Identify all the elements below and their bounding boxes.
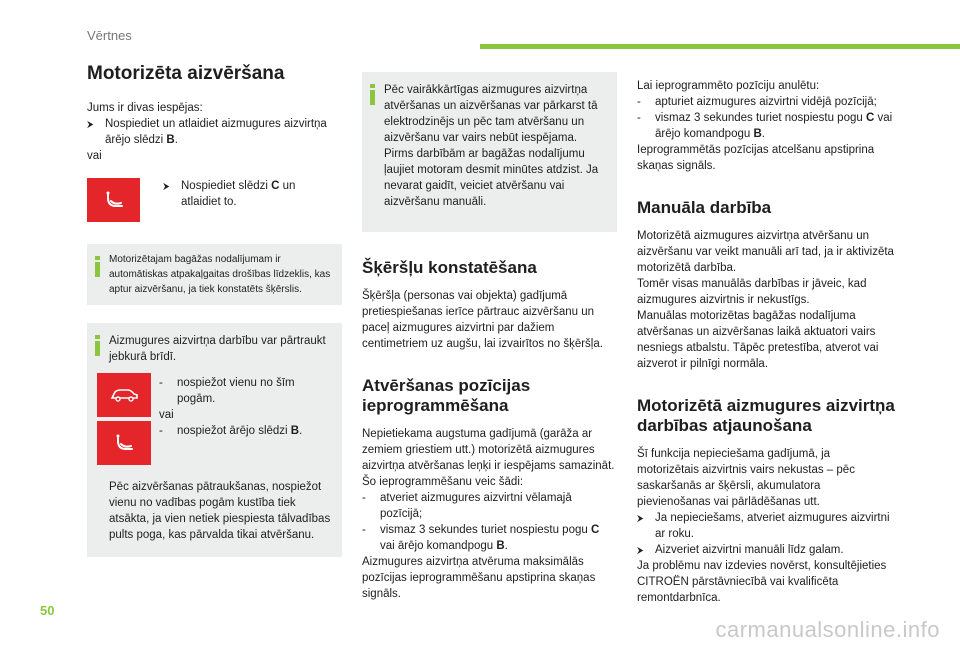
bullet-icon: ⮞ [163,181,170,191]
info-box-overheat: Pēc vairākkārtīgas aizmugures aizvirtņa atvēršanas un aizvēršanas var pārkarst tā elektrodzinējs un pēc tam atvēršanu un aizvēršanu var vairs nebūt iespējama. Pirms darbībām ar bagāžas nodalījumu ļaujiet motoram desmit minūtes atdzist. Ja nevarat gaidīt, veiciet atvēršanu vai aizvēršanu manuāli. [362,72,617,232]
programming-step-1: - atveriet aizmugures aizvirtni vēlamajā pozīcijā; [362,492,572,520]
restore-step-2: ⮞ Aizveriet aizvirtni manuāli līdz galam. [637,544,844,556]
bullet-icon: ⮞ [87,119,94,129]
heading-opening-programming: Atvēršanas pozīcijas ieprogrammēšana [362,376,531,415]
heading-manual-operation: Manuāla darbība [637,198,772,217]
heading-restoration: Motorizētā aizmugures aizvirtņa darbības atjaunošana [637,396,895,435]
or-text: vai [87,150,102,162]
info-box-safety: Motorizētajam bagāžas nodalījumam ir automātiskas atpakaļgaitas drošības līdzeklis, kas aptur aizvēršanu, ja tiek konstatēts šķērslis. [87,244,342,305]
info-icon [370,84,375,106]
tailgate-switch-icon [87,178,140,222]
column-3: Lai ieprogrammēto pozīciju anulētu: - apturiet aizmugures aizvirtni vidējā pozīcijā; - vismaz 3 sekundes turiet nospiestu pogu C vai ārējo komandpogu B. Ieprogrammētās pozīcijas atcelšanu apstiprina skaņas signāls. Manuāla darbība Motorizētā aizmugures aizvirtņa atvēršanu un aizvēršanu var veikt manuāli arī tad, ja ir aktivizēta motorizētā darbība. Tomēr visas manuālās darbības ir jāveic, kad aizmugures aizvirtnis ir nekustīgs. Manuālas motorizētas bagāžas nodalījuma atvēršanas un aizvēršanas laikā aktuatori vairs nesniegs atbalstu. Tāpēc pretestība, atverot vai aizverot ir pilnīgi normāla. Motorizētā aizmugures aizvirtņa darbības atjaunošana Šī funkcija nepieciešama gadījumā, ja motorizētais aizvirtnis vairs nekustas – pēc saskaršanās ar šķērsli, akumulatora pievienošanas vai pārlādēšanas utt. ⮞ Ja nepieciešams, atveriet aizmugures aizvirtni ar roku. ⮞ Aizveriet aizvirtni manuāli līdz galam. Ja problēmu nav izdevies novērst, konsultējieties CITROËN pārstāvniecībā vai kvalificēta remontdarbnīca. [637,80,895,604]
column-2: Pēc vairākkārtīgas aizmugures aizvirtņa atvēršanas un aizvēršanas var pārkarst tā elektrodzinējs un pēc tam atvēršanu un aizvēršanu var vairs nebūt iespējama. Pirms darbībām ar bagāžas nodalījumu ļaujiet motoram desmit minūtes atdzist. Ja nevarat gaidīt, veiciet atvēršanu vai aizvēršanu manuāli. Šķēršļu konstatēšana Šķēršļa (personas vai objekta) gadījumā pretiespiešanas ierīce pārtrauc aizvēršanu un paceļ aizmugures aizvirtni par dažiem centimetriem uz augšu, lai izvairītos no šķēršļa. Atvēršanas pozīcijas ieprogrammēšana Nepietiekama augstuma gadījumā (garāža ar zemiem griestiem utt.) motorizētā aizmugures aizvirtņa atvēršanas leņķi ir iespējams samazināt. Šo ieprogrammēšanu veic šādi: - atveriet aizmugures aizvirtni vēlamajā pozīcijā; - vismaz 3 sekundes turiet nospiestu pogu C vai ārējo komandpogu B. Aizmugures aizvirtņa atvēruma maksimālās pozīcijas ieprogrammēšanu apstiprina skaņas signāls. [362,72,617,602]
bullet-icon: ⮞ [637,513,644,523]
remote-key-icon [97,373,151,417]
section-title: Vērtnes [87,28,132,43]
info-icon [95,256,100,278]
page-number: 50 [40,603,55,618]
option-1: ⮞ Nospiediet un atlaidiet aizmugures aizvirtņa ārējo slēdzi B. [87,118,327,146]
header-accent-bar [480,44,960,49]
switch-c-row: ⮞ Nospiediet slēdzi C un atlaidiet to. [87,178,342,222]
info-icon [95,335,100,357]
interrupt-option-1: - nospiežot vienu no šīm pogām. [159,377,295,405]
cancel-step-2: - vismaz 3 sekundes turiet nospiestu pogu C vai ārējo komandpogu B. [637,112,893,140]
column-1 [87,62,342,557]
programming-step-2: - vismaz 3 sekundes turiet nospiestu pogu C vai ārējo komandpogu B. [362,524,600,552]
info-box-interrupt: Aizmugures aizvirtņa darbību var pārtraukt jebkurā brīdī. - nospiežot vienu no šīm pogām. vai - nospiežot ārējo slēdzi B. Pēc aizvēršanas pātraukšanas, nospiežot vienu no vadības pogām kustība tiek atsākta, ja vien netiek piespiesta tālvadības pults poga, kas pārvalda tikai atvēršanu. [87,323,342,557]
watermark: carmanualsonline.info [715,617,940,642]
interrupt-option-2: - nospiežot ārējo slēdzi B. [159,425,303,437]
bullet-icon: ⮞ [637,545,644,555]
cancel-step-1: - apturiet aizmugures aizvirtni vidējā pozīcijā; [637,96,877,108]
heading-motorized-closing: Motorizēta aizvēršana [87,63,285,84]
intro-text: Jums ir divas iespējas: [87,102,203,114]
restore-step-1: ⮞ Ja nepieciešams, atveriet aizmugures aizvirtni ar roku. [637,512,890,540]
tailgate-switch-icon [97,421,151,465]
heading-obstacle-detection: Šķēršļu konstatēšana [362,258,537,277]
